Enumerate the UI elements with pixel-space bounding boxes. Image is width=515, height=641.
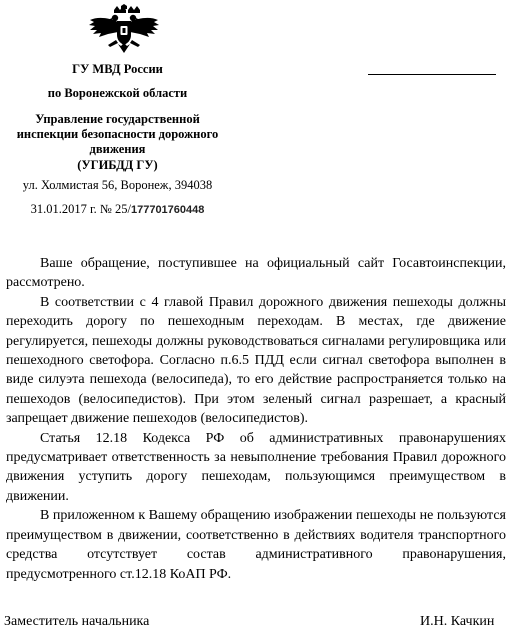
paragraph-3: Статья 12.18 Кодекса РФ об административных правонарушениях предусматривает ответственность за невыполнение требования Правил дорожного движения уступить дорогу пешеходам, пользующимся преимуществом в движении.: [6, 430, 506, 504]
dept-abbreviation: (УГИБДД ГУ): [77, 158, 158, 172]
letter-body: [6, 254, 506, 584]
dept-name-line2: инспекции безопасности дорожного: [16, 127, 219, 141]
signatory-position: Заместитель начальника: [4, 614, 150, 629]
org-name-line2: по Воронежской области: [47, 86, 188, 100]
paragraph-2: В соответствии с 4 главой Правил дорожного движения пешеходы должны переходить дорогу по пешеходным переходам. В местах, где движение регулируется, пешеходы должны руководствоваться сигналами регулировщика или пешеходного светофора. Согласно п.6.5 ПДД если сигнал светофора выполнен в виде силуэта пешехода (велосипеда), то его действие распространяется только на пешеходов (велосипедистов). При этом зеленый сигнал разрешает, а красный запрещает движение пешеходов (велосипедистов).: [6, 294, 506, 427]
signatory-name: И.Н. Качкин: [420, 614, 495, 629]
date-ref-prefix: 31.01.2017 г. № 25/: [30, 202, 131, 216]
paragraph-4: В приложенном к Вашему обращению изображении пешеходы не пользуются преимуществом в движении, соответственно в действиях водителя транспортного средства отсутствует состав административного правонарушения, предусмотренного ст.12.18 КоАП РФ.: [6, 508, 506, 582]
dept-name-line1: Управление государственной: [35, 112, 200, 126]
dept-name-line3: движения: [89, 142, 146, 156]
reference-number: 177701760448: [130, 204, 205, 216]
double-headed-eagle-icon: [88, 4, 160, 54]
org-address: ул. Холмистая 56, Воронеж, 394038: [22, 178, 213, 192]
date-and-reference: [0, 202, 235, 218]
org-name-line1: ГУ МВД России: [72, 62, 163, 76]
paragraph-1: Ваше обращение, поступившее на официальный сайт Госавтоинспекции, рассмотрено.: [6, 256, 506, 291]
addressee-line: [368, 74, 496, 75]
